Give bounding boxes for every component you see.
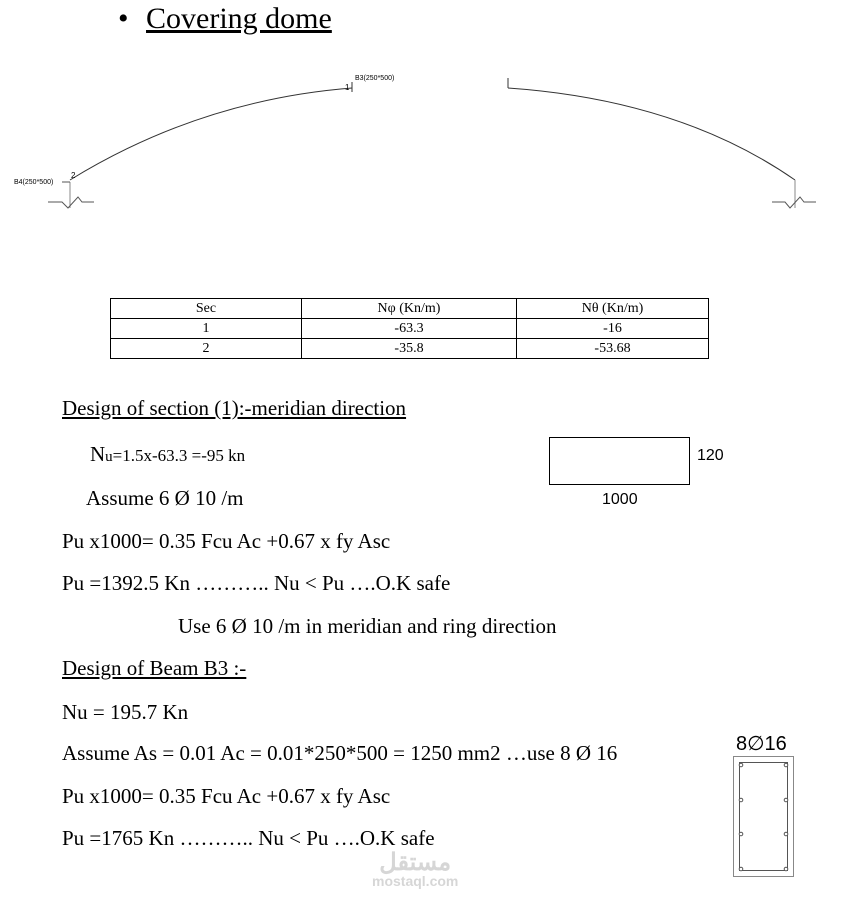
rebar [739,832,743,836]
rect-height-label: 120 [697,447,724,464]
beam-title: Design of Beam B3 :- [62,656,247,680]
table-cell: 2 [111,339,302,359]
rebar-group [739,763,788,871]
beam-section-drawing [733,756,795,878]
assume-line: Assume 6 Ø 10 /m [86,486,244,510]
dome-drawing [0,60,844,220]
table-row [111,319,709,339]
watermark [372,848,458,889]
use-line: Use 6 Ø 10 /m in meridian and ring direction [178,614,557,638]
header-nphi: Nφ (Kn/m) [302,299,517,319]
beam-pu-value: Pu =1765 Kn ……….. Nu < Pu ….O.K safe [62,826,435,850]
table-row [111,339,709,359]
rebar [784,763,788,767]
beam-assume: Assume As = 0.01 Ac = 0.01*250*500 = 1250 mm2 …use 8 Ø 16 [62,741,618,765]
forces-table [110,298,709,359]
rebar [784,798,788,802]
rebar [784,832,788,836]
watermark-latin: mostaql.com [372,873,459,889]
b4-label: B4(250*500) [14,179,54,186]
beam-nu: Nu = 195.7 Kn [62,700,189,724]
table-cell: -35.8 [302,339,517,359]
nu-symbol: N [90,442,106,466]
table-cell: -53.68 [517,339,709,359]
point-2: 2 [71,171,76,180]
point-1: 1 [345,83,350,92]
rebar [739,763,743,767]
section-rect [549,437,690,485]
section1-title: Design of section (1):-meridian direction [62,396,407,420]
table-header-row [111,299,709,319]
dome-arc-right [508,88,795,180]
header-ntheta: Nθ (Kn/m) [517,299,709,319]
table-cell: -16 [517,319,709,339]
table-cell: 1 [111,319,302,339]
stirrup [740,763,788,871]
beam-title-wrap [62,656,246,681]
table-cell: -63.3 [302,319,517,339]
section1-title-wrap [62,396,406,421]
watermark-arabic: مستقل [379,849,452,876]
dome-arc-left [70,88,352,180]
heading-title: Covering dome [146,2,332,35]
rect-width-label: 1000 [602,491,638,508]
break-line-left [48,197,94,208]
bullet: • [118,2,129,35]
rebar [739,867,743,871]
b3-label: B3(250*500) [355,75,395,82]
nu-line [90,442,245,467]
header-sec: Sec [111,299,302,319]
pu-equation: Pu x1000= 0.35 Fcu Ac +0.67 x fy Asc [62,529,391,553]
pu-value: Pu =1392.5 Kn ……….. Nu < Pu ….O.K safe [62,571,451,595]
nu-expression: =1.5x-63.3 =-95 kn [112,446,246,465]
section-heading [118,2,332,36]
beam-pu-equation: Pu x1000= 0.35 Fcu Ac +0.67 x fy Asc [62,784,391,808]
rebar [784,867,788,871]
beam-outline [734,757,794,877]
nu-subscript: u [105,449,113,465]
rebar-label: 8∅16 [736,733,787,755]
break-line-right [772,197,816,208]
rebar [739,798,743,802]
